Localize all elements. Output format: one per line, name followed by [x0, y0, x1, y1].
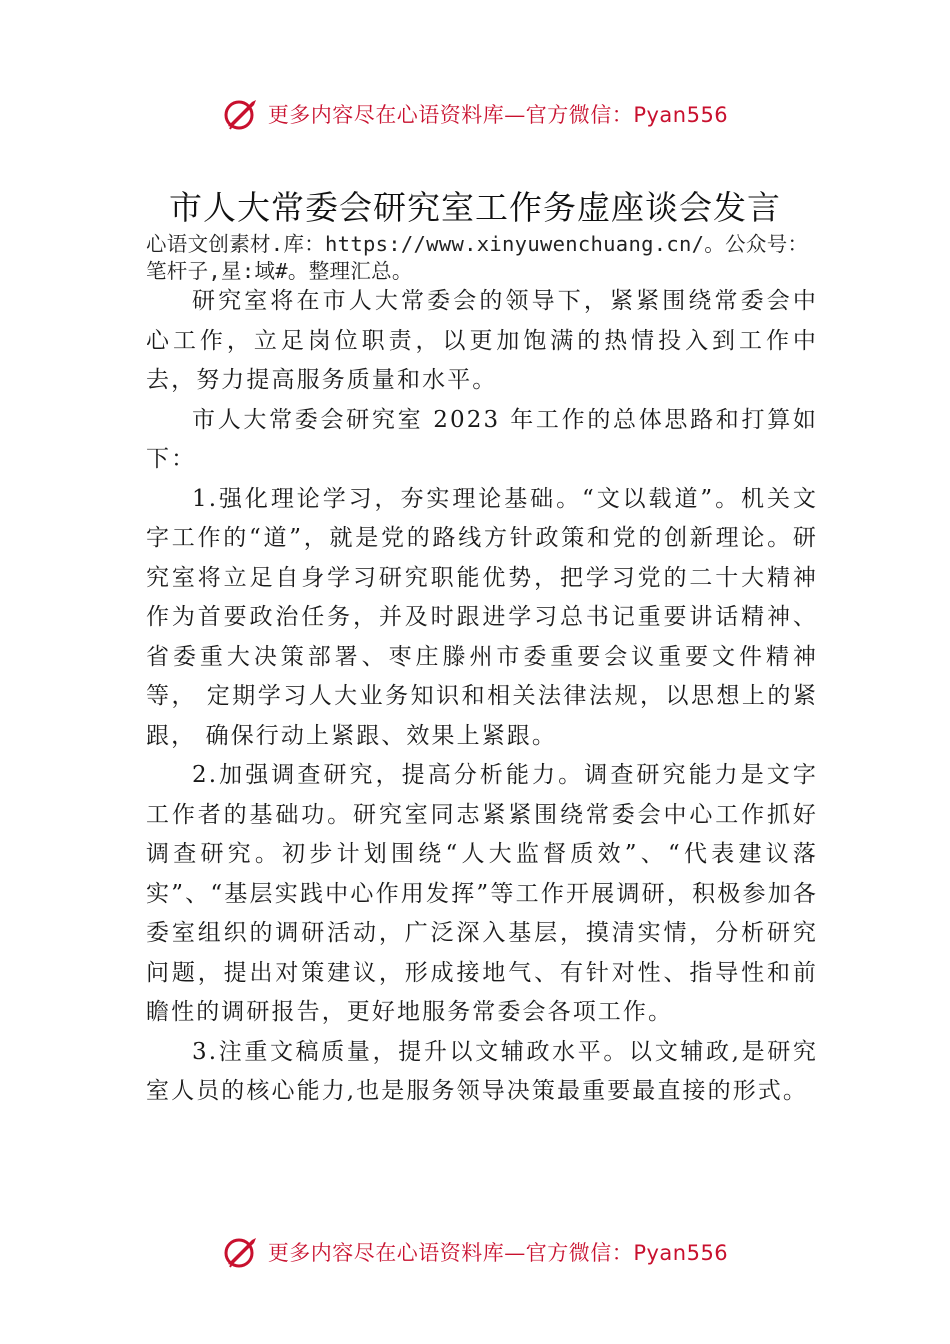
- footer-banner: [0, 1234, 950, 1270]
- document-body: [146, 282, 818, 1112]
- quill-circle-logo-icon: [222, 96, 262, 132]
- banner-text: [268, 1237, 728, 1267]
- banner-label: 更多内容尽在心语资料库—官方微信：: [267, 103, 634, 127]
- document-title: 市人大常委会研究室工作务虚座谈会发言: [169, 188, 781, 227]
- wechat-id: Pyan556: [633, 103, 729, 127]
- paragraph-intro: 研究室将在市人大常委会的领导下，紧紧围绕常委会中心工作，立足岗位职责，以更加饱满的热情投入到工作中去，努力提高服务质量和水平。: [146, 288, 818, 393]
- paragraph-overview: 市人大常委会研究室 2023 年工作的总体思路和打算如下：: [146, 406, 818, 472]
- paragraph-item-1: 1.强化理论学习，夯实理论基础。“文以载道”。机关文字工作的“道”，就是党的路线方针政策和党的创新理论。研究室将立足自身学习研究职能优势，把学习党的二十大精神作为首要政治任务，并及时跟进学习总书记重要讲话精神、省委重大决策部署、枣庄滕州市委重要会议重要文件精神等， 定期学习人大业务知识和相关法律法规，以思想上的紧跟， 确保行动上紧跟、效果上紧跟。: [146, 485, 818, 749]
- paragraph-item-3: 3.注重文稿质量，提升以文辅政水平。以文辅政,是研究室人员的核心能力,也是服务领导决策最重要最直接的形式。: [146, 1038, 818, 1104]
- paragraph-item-2: 2.加强调查研究，提高分析能力。调查研究能力是文字工作者的基础功。研究室同志紧紧围绕常委会中心工作抓好调查研究。初步计划围绕“人大监督质效”、“代表建议落实”、“基层实践中心作用发挥”等工作开展调研，积极参加各委室组织的调研活动，广泛深入基层，摸清实情，分析研究问题，提出对策建议，形成接地气、有针对性、指导性和前瞻性的调研报告，更好地服务常委会各项工作。: [146, 762, 818, 1025]
- source-line: 心语文创素材.库：https://www.xinyuwenchuang.cn/。公众号：笔杆子,星:域#。整理汇总。: [146, 232, 809, 283]
- quill-circle-logo-icon: [222, 1234, 262, 1270]
- wechat-id: Pyan556: [633, 1241, 729, 1265]
- banner-text: [268, 99, 728, 129]
- banner-label: 更多内容尽在心语资料库—官方微信：: [267, 1241, 634, 1265]
- header-banner: [0, 96, 950, 132]
